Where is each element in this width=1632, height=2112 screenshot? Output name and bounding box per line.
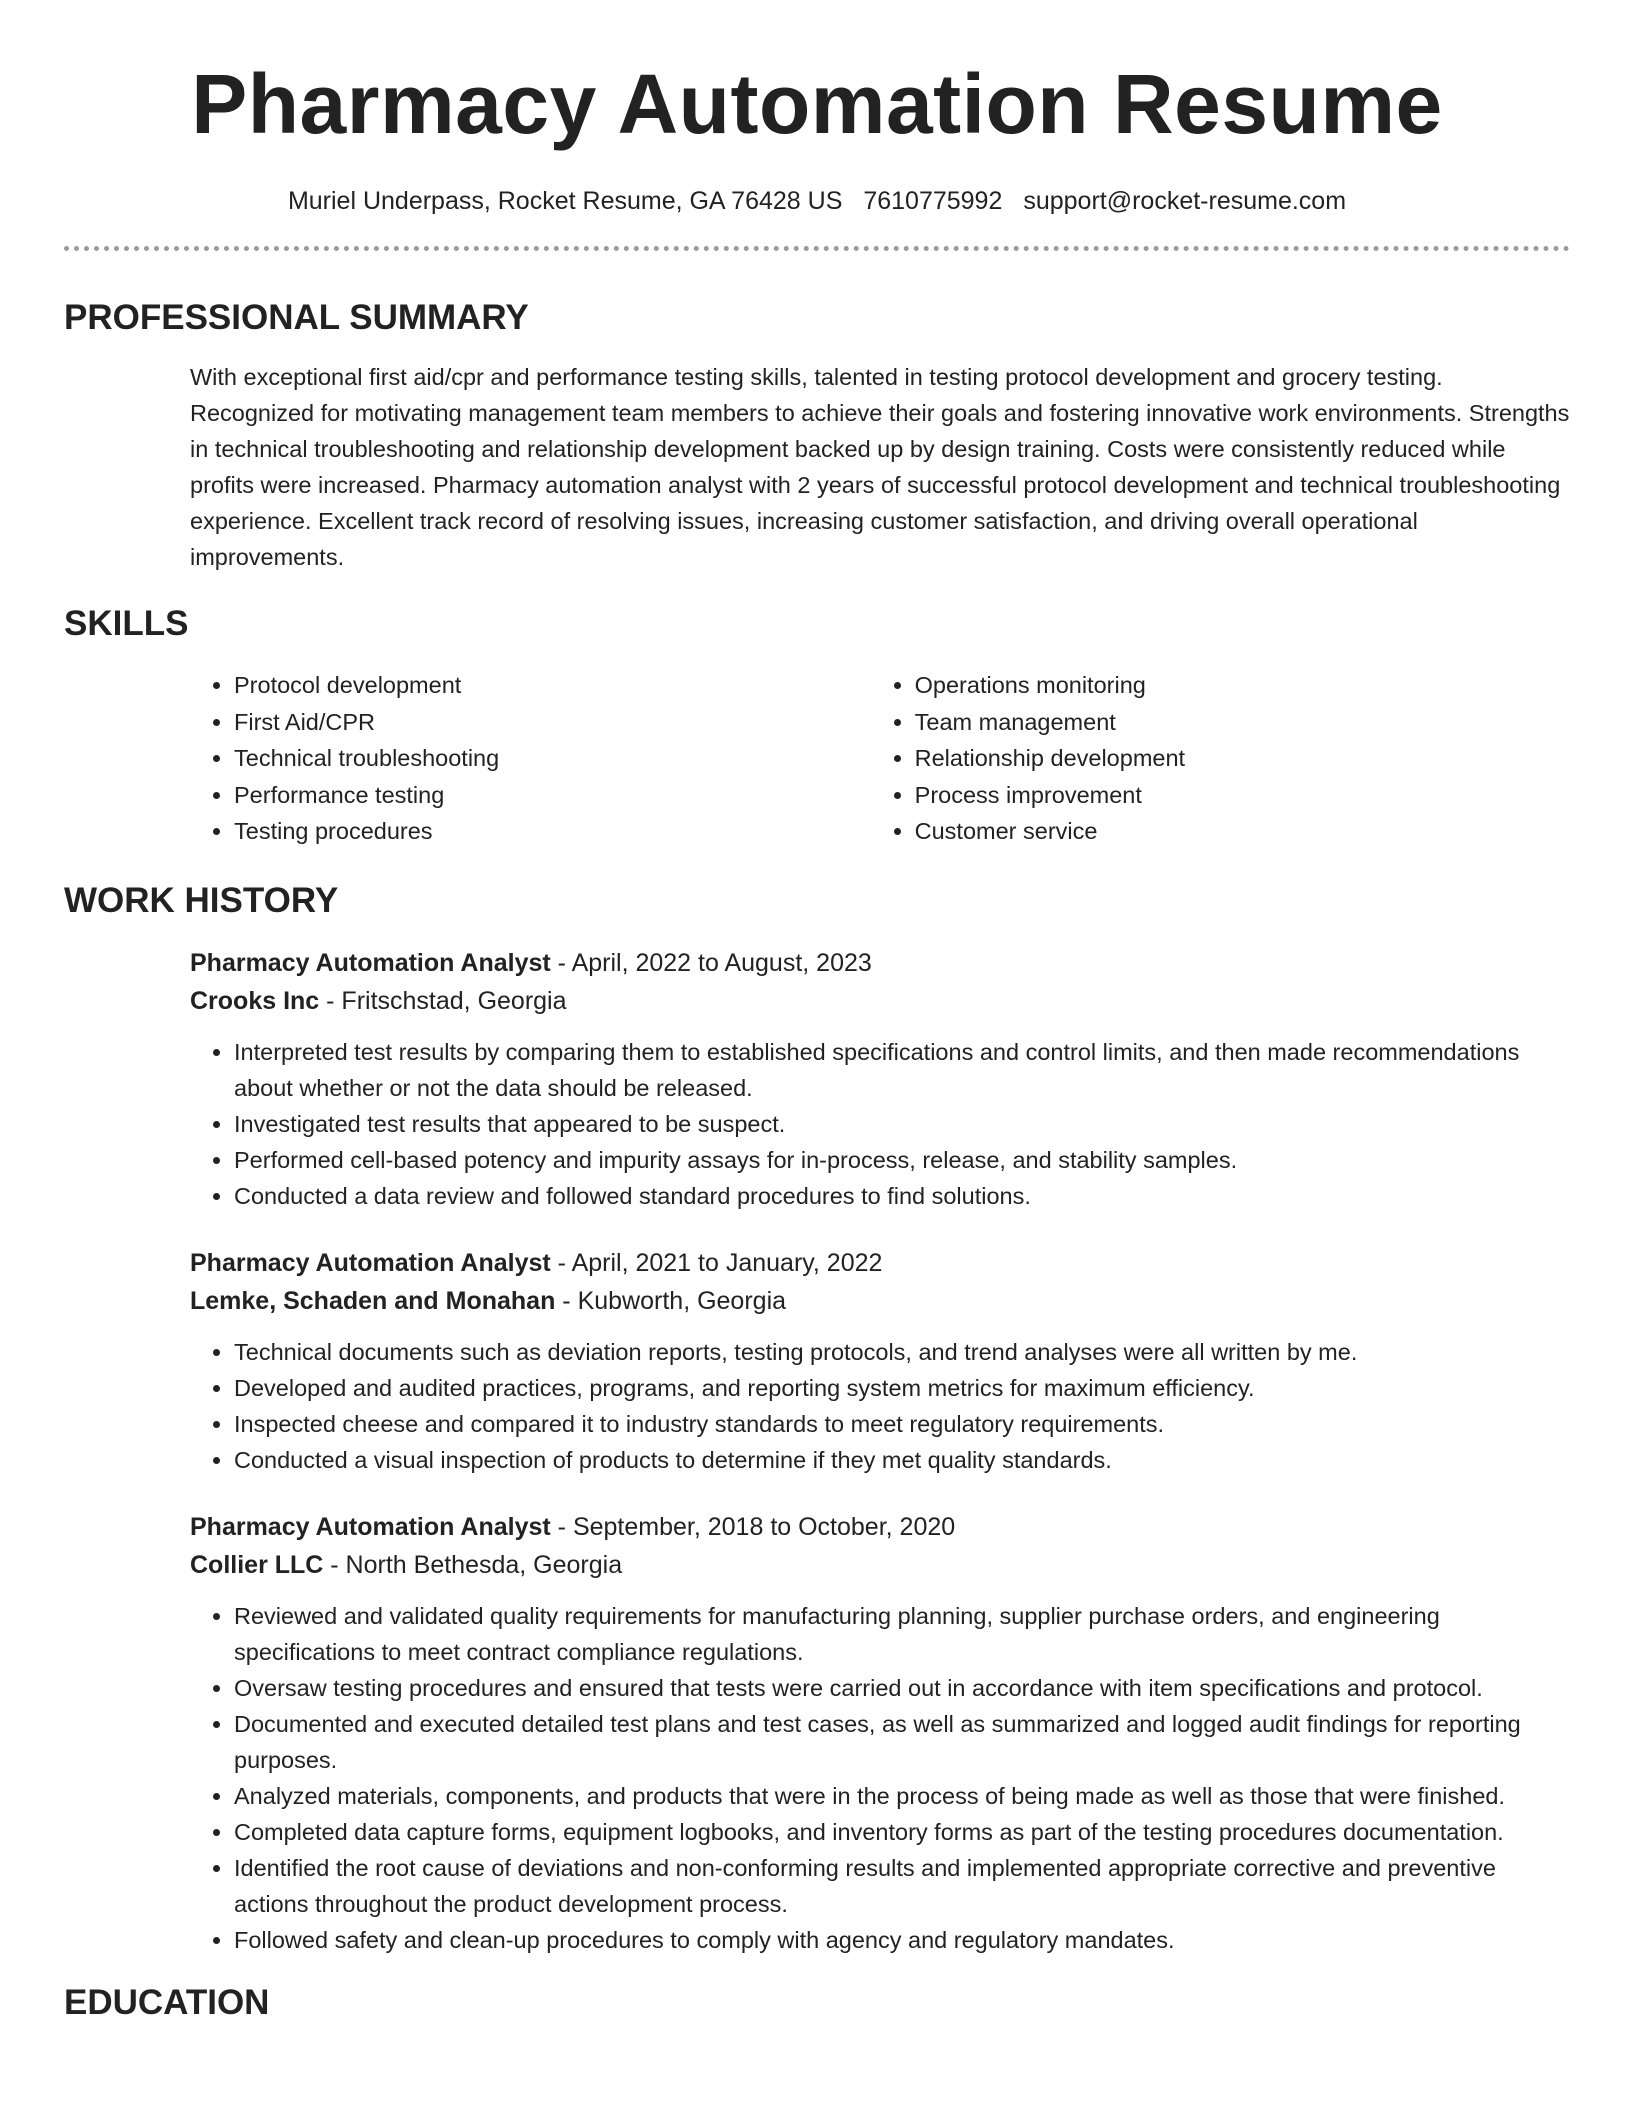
- skill-item: • Operations monitoring: [915, 667, 1570, 704]
- resume-title: Pharmacy Automation Resume: [191, 57, 1443, 151]
- summary-heading: PROFESSIONAL SUMMARY: [64, 298, 529, 337]
- skill-item: • Customer service: [915, 813, 1570, 850]
- skill-item: • First Aid/CPR: [234, 704, 871, 741]
- resume-page: [64, 0, 1570, 2024]
- job-bullet: • Investigated test results that appeared to be suspect.: [234, 1106, 1570, 1142]
- job-location: - Kubworth, Georgia: [555, 1286, 787, 1315]
- job-location: - Fritschstad, Georgia: [319, 986, 567, 1015]
- job-bullet: • Technical documents such as deviation reports, testing protocols, and trend analyses were all written by me.: [234, 1334, 1570, 1370]
- job-entry: [190, 1244, 1570, 1478]
- skill-item: • Team management: [915, 704, 1570, 741]
- job-bullets: [190, 1334, 1570, 1478]
- job-company-line: [190, 1282, 1570, 1320]
- job-bullet: • Interpreted test results by comparing them to established specifications and control limits, and then made recommendations about whether or not the data should be released.: [234, 1034, 1570, 1106]
- job-role: Pharmacy Automation Analyst: [190, 1512, 551, 1541]
- contact-line: [64, 186, 1570, 216]
- job-bullet: • Oversaw testing procedures and ensured that tests were carried out in accordance with item specifications and protocol.: [234, 1670, 1570, 1706]
- job-bullet: • Conducted a visual inspection of products to determine if they met quality standards.: [234, 1442, 1570, 1478]
- work-history-list: [190, 944, 1570, 1958]
- job-role: Pharmacy Automation Analyst: [190, 948, 551, 977]
- job-dates: - April, 2022 to August, 2023: [550, 948, 872, 977]
- skills-column-2: [871, 667, 1570, 850]
- job-bullet: • Reviewed and validated quality requirements for manufacturing planning, supplier purchase orders, and engineering specifications to meet contract compliance regulations.: [234, 1598, 1570, 1670]
- header-divider: [64, 246, 1570, 251]
- job-company-line: [190, 982, 1570, 1020]
- job-bullet: • Identified the root cause of deviations and non-conforming results and implemented appropriate corrective and preventive actions throughout the product development process.: [234, 1850, 1570, 1922]
- job-bullets: [190, 1598, 1570, 1958]
- job-role-line: [190, 1508, 1570, 1546]
- skill-item: • Testing procedures: [234, 813, 871, 850]
- job-company: Lemke, Schaden and Monahan: [190, 1286, 556, 1315]
- job-entry: [190, 1508, 1570, 1958]
- skills-column-1: [190, 667, 871, 850]
- job-role: Pharmacy Automation Analyst: [190, 1248, 551, 1277]
- job-bullet: • Analyzed materials, components, and products that were in the process of being made as well as those that were finished.: [234, 1778, 1570, 1814]
- summary-text: With exceptional first aid/cpr and performance testing skills, talented in testing protocol development and grocery testing. Recognized for motivating management team members to achieve their goals and fostering innovative work environments. Strengths in technical troubleshooting and relationship development backed up by design training. Costs were consistently reduced while profits were increased. Pharmacy automation analyst with 2 years of successful protocol development and technical troubleshooting experience. Excellent track record of resolving issues, increasing customer satisfaction, and driving overall operational improvements.: [190, 364, 1570, 570]
- job-company-line: [190, 1546, 1570, 1584]
- contact-address: Muriel Underpass, Rocket Resume, GA 76428 US: [287, 187, 843, 215]
- work-history-heading: WORK HISTORY: [64, 880, 339, 920]
- skill-item: • Process improvement: [915, 777, 1570, 814]
- job-bullet: • Performed cell-based potency and impurity assays for in-process, release, and stability samples.: [234, 1142, 1570, 1178]
- job-bullet: • Inspected cheese and compared it to industry standards to meet regulatory requirements.: [234, 1406, 1570, 1442]
- job-company: Collier LLC: [190, 1550, 324, 1579]
- job-bullet: • Developed and audited practices, programs, and reporting system metrics for maximum efficiency.: [234, 1370, 1570, 1406]
- contact-email: support@rocket-resume.com: [1023, 187, 1347, 215]
- job-role-line: [190, 1244, 1570, 1282]
- job-bullet: • Documented and executed detailed test plans and test cases, as well as summarized and logged audit findings for reporting purposes.: [234, 1706, 1570, 1778]
- job-entry: [190, 944, 1570, 1214]
- job-bullets: [190, 1034, 1570, 1214]
- job-company: Crooks Inc: [190, 986, 320, 1015]
- job-dates: - April, 2021 to January, 2022: [550, 1248, 883, 1277]
- skills-list: [190, 667, 1570, 850]
- skill-item: • Performance testing: [234, 777, 871, 814]
- job-bullet: • Followed safety and clean-up procedures to comply with agency and regulatory mandates.: [234, 1922, 1570, 1958]
- skill-item: • Protocol development: [234, 667, 871, 704]
- job-dates: - September, 2018 to October, 2020: [550, 1512, 956, 1541]
- job-location: - North Bethesda, Georgia: [323, 1550, 623, 1579]
- job-role-line: [190, 944, 1570, 982]
- skill-item: • Relationship development: [915, 740, 1570, 777]
- education-heading: EDUCATION: [64, 1982, 270, 2022]
- skill-item: • Technical troubleshooting: [234, 740, 871, 777]
- contact-phone: 7610775992: [863, 187, 1003, 215]
- job-bullet: • Completed data capture forms, equipment logbooks, and inventory forms as part of the testing procedures documentation.: [234, 1814, 1570, 1850]
- job-bullet: • Conducted a data review and followed standard procedures to find solutions.: [234, 1178, 1570, 1214]
- skills-heading: SKILLS: [64, 604, 189, 643]
